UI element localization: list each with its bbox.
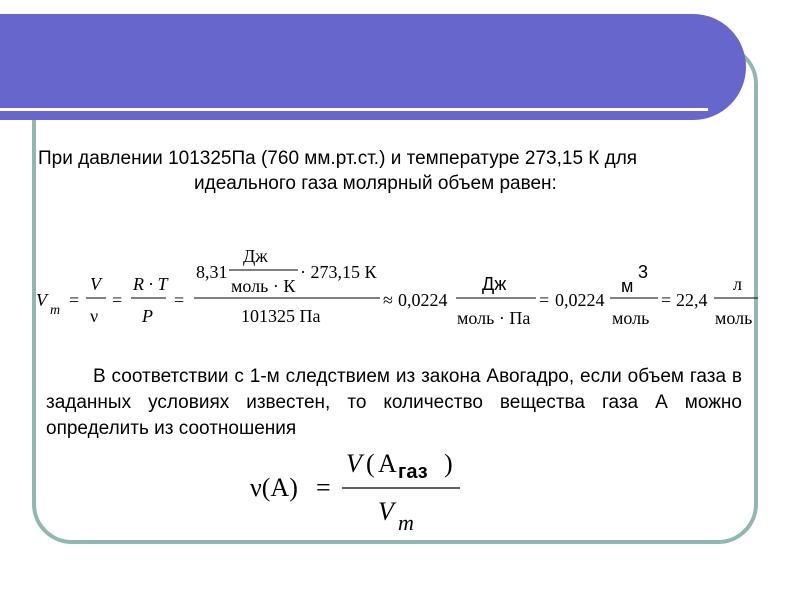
v-numerator: V (90, 274, 101, 294)
r-unit-den: моль · К (231, 276, 296, 296)
unit1-num: Дж (482, 274, 507, 294)
avogadro-paragraph (46, 364, 742, 442)
num-close-paren: ) (444, 449, 453, 478)
eq-4: = (539, 290, 550, 310)
amount-eq: = (316, 473, 331, 502)
approx-sign: ≈ (383, 290, 393, 310)
value-3: 22,4 (676, 290, 708, 310)
den-v: V (378, 497, 394, 526)
r-value: 8,31 (196, 262, 228, 282)
eq-2: = (112, 290, 123, 310)
avogadro-text: В соответствии с 1-м следствием из закона Авогадро, если объем газа в заданных условиях известен, то количество вещества газа А можно определить из соотношения (46, 366, 742, 439)
rt-numerator: R · T (133, 274, 168, 294)
t-value: · 273,15 К (300, 262, 377, 282)
eq-3: = (174, 290, 185, 310)
amount-formula (246, 444, 486, 544)
eq-5: = (661, 290, 672, 310)
nu-denominator: ν (90, 306, 99, 326)
unit3-num: л (733, 274, 742, 294)
unit2-den: моль (612, 308, 650, 328)
unit3-den: моль (715, 308, 753, 328)
num-v: V (346, 449, 362, 478)
num-sub-gaz: газ (398, 461, 428, 483)
den-sub-m: m (398, 510, 414, 535)
unit1-den: моль · Па (457, 308, 531, 328)
p-value: 101325 Па (241, 306, 321, 326)
unit2-num: м (621, 276, 634, 296)
title-banner (0, 14, 746, 120)
nu-a-lhs: ν(A) (250, 473, 298, 502)
r-unit-num: Дж (243, 246, 268, 266)
eq-1: = (69, 290, 80, 310)
intro-line-1: При давлении 101325Па (760 мм.рт.ст.) и температуре 273,15 К для (38, 148, 638, 169)
intro-line-2: идеального газа молярный объем равен: (194, 173, 557, 194)
p-denominator: P (142, 306, 153, 326)
vm-subscript: m (50, 303, 61, 318)
num-a: A (378, 449, 397, 478)
intro-paragraph (38, 146, 738, 196)
value-2: 0,0224 (555, 290, 605, 310)
unit2-sup: 3 (638, 262, 649, 282)
molar-volume-formula (36, 234, 776, 344)
vm-symbol: V (36, 290, 47, 310)
value-1: 0,0224 (398, 290, 448, 310)
num-open-paren: ( (366, 449, 375, 478)
banner-divider (0, 108, 708, 111)
